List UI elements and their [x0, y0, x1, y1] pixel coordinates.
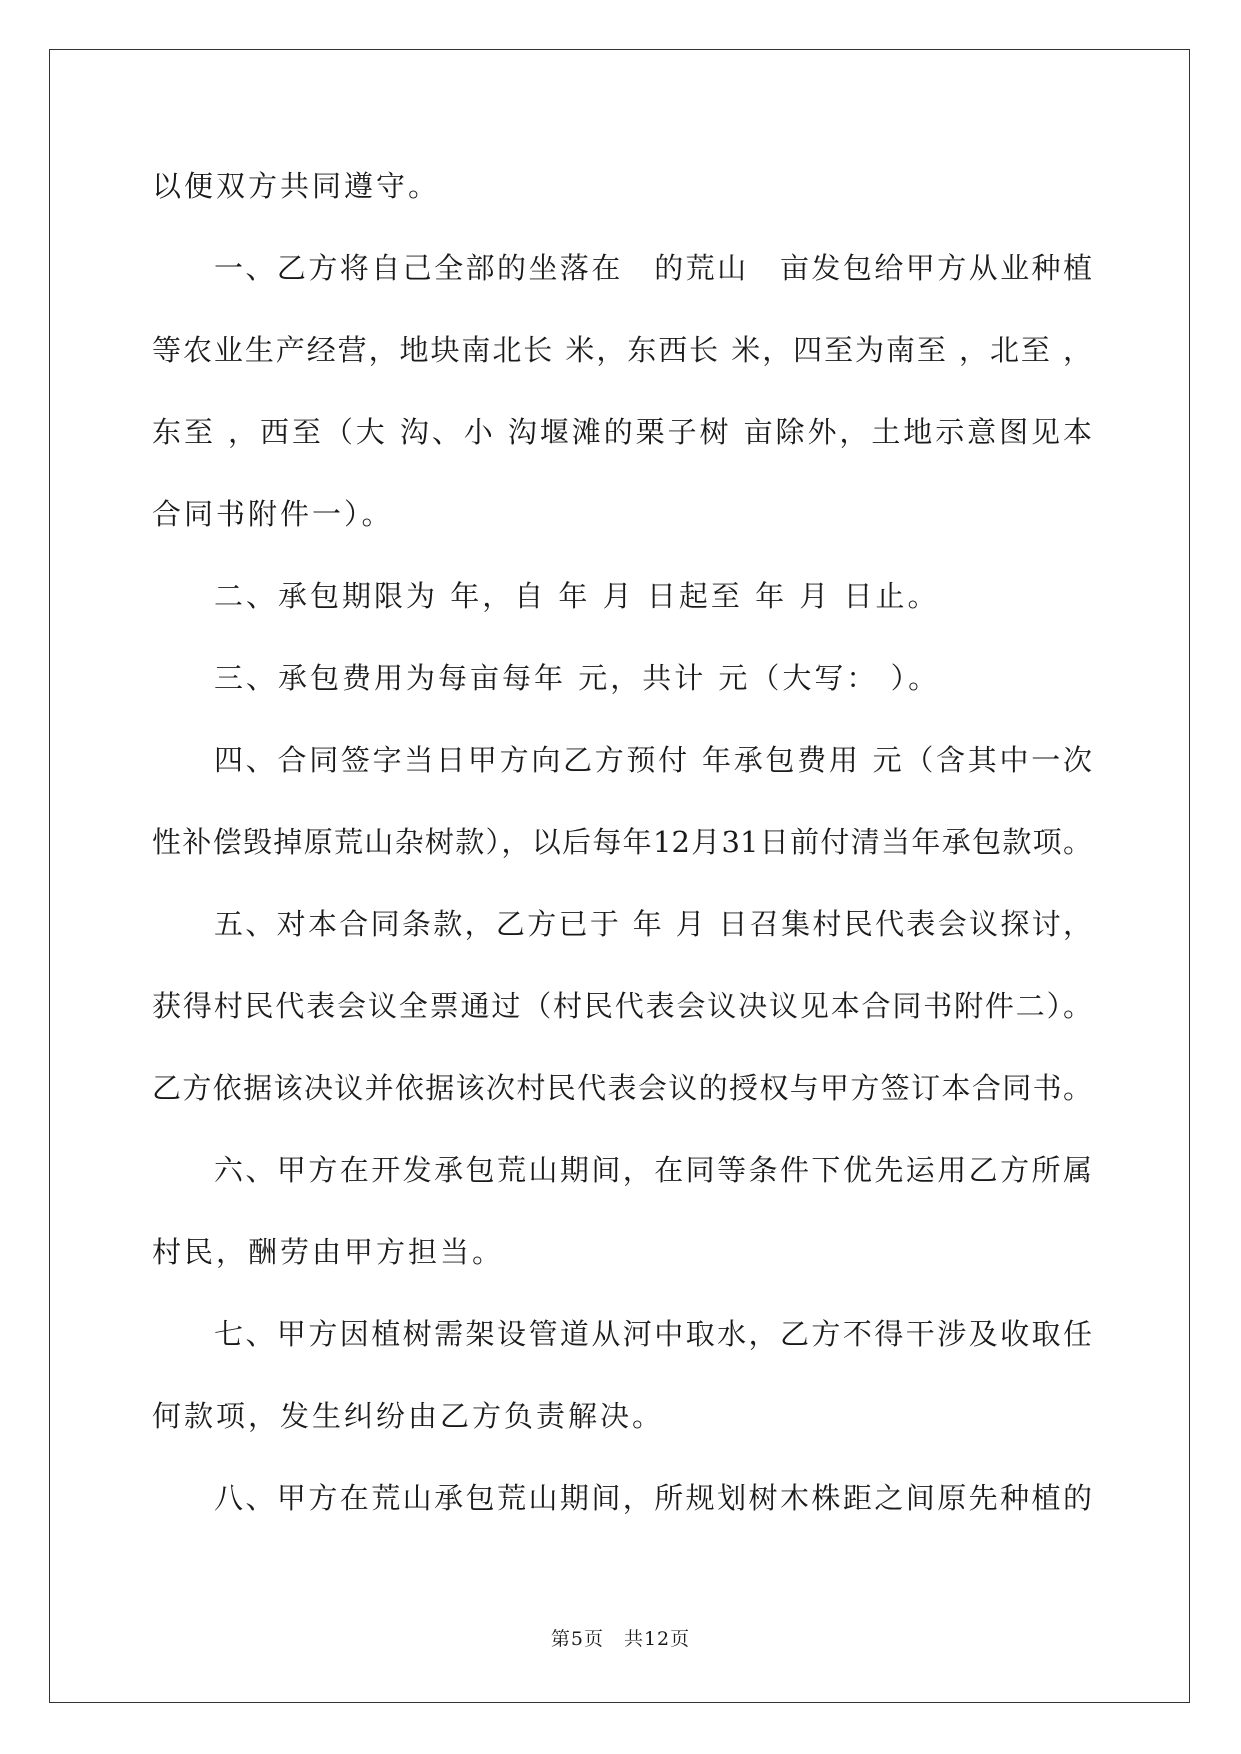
- text-line: 五、对本合同条款，乙方已于 年 月 日召集村民代表会议探讨，: [214, 907, 1092, 941]
- text-line: 一、乙方将自己全部的坐落在 的荒山 亩发包给甲方从业种植: [214, 251, 1092, 285]
- text-line: 以便双方共同遵守。: [152, 169, 441, 203]
- text-line: 何款项，发生纠纷由乙方负责解决。: [152, 1399, 665, 1433]
- text-line: 等农业生产经营，地块南北长 米，东西长 米，四至为南至 ，北至 ，: [152, 333, 1092, 367]
- document-body: [152, 145, 1092, 1539]
- text-line: 乙方依据该决议并依据该次村民代表会议的授权与甲方签订本合同书。: [152, 1071, 1092, 1105]
- text-line: 性补偿毁掉原荒山杂树款），以后每年12月31日前付清当年承包款项。: [152, 825, 1092, 859]
- text-line: 六、甲方在开发承包荒山期间，在同等条件下优先运用乙方所属: [214, 1153, 1092, 1187]
- text-line: 获得村民代表会议全票通过（村民代表会议决议见本合同书附件二）。: [152, 989, 1092, 1023]
- text-line: 村民，酬劳由甲方担当。: [152, 1235, 505, 1269]
- page-number-footer: 第5页 共12页: [550, 1628, 691, 1650]
- text-line: 七、甲方因植树需架设管道从河中取水，乙方不得干涉及收取任: [214, 1317, 1092, 1351]
- text-line: 八、甲方在荒山承包荒山期间，所规划树木株距之间原先种植的: [214, 1481, 1092, 1515]
- text-line: 三、承包费用为每亩每年 元，共计 元（大写： ）。: [214, 661, 941, 695]
- text-line: 二、承包期限为 年，自 年 月 日起至 年 月 日止。: [214, 579, 940, 613]
- text-line: 合同书附件一）。: [152, 497, 394, 531]
- text-line: 四、合同签字当日甲方向乙方预付 年承包费用 元（含其中一次: [214, 743, 1092, 777]
- text-line: 东至 ，西至（大 沟、小 沟堰滩的栗子树 亩除外，土地示意图见本: [152, 415, 1092, 449]
